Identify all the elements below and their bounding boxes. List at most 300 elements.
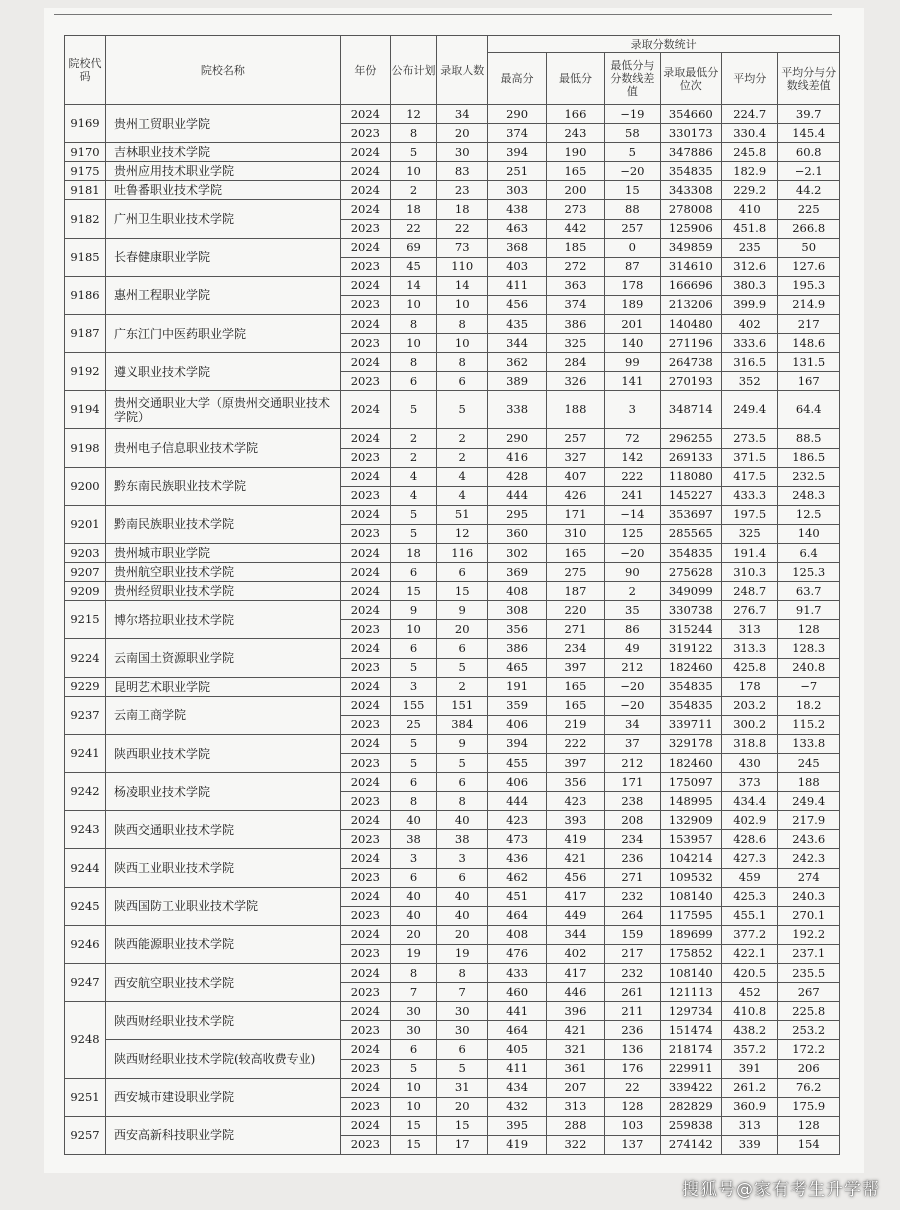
max-cell: 389	[488, 372, 546, 391]
header-min-rank: 录取最低分位次	[660, 53, 722, 105]
plan-cell: 2	[390, 429, 436, 448]
min-diff-cell: 34	[605, 715, 660, 734]
min-rank-cell: 153957	[660, 830, 722, 849]
year-cell: 2024	[340, 849, 390, 868]
plan-cell: 45	[390, 257, 436, 276]
admitted-cell: 110	[437, 257, 488, 276]
avg-cell: 360.9	[722, 1097, 778, 1116]
year-cell: 2024	[340, 563, 390, 582]
admitted-cell: 38	[437, 830, 488, 849]
school-name: 昆明艺术职业学院	[106, 677, 341, 696]
avg-cell: 333.6	[722, 334, 778, 353]
admitted-cell: 151	[437, 696, 488, 715]
min-cell: 407	[546, 467, 604, 486]
admitted-cell: 6	[437, 1040, 488, 1059]
min-diff-cell: 261	[605, 983, 660, 1002]
year-cell: 2023	[340, 1059, 390, 1078]
min-rank-cell: 151474	[660, 1021, 722, 1040]
year-cell: 2024	[340, 811, 390, 830]
admitted-cell: 17	[437, 1135, 488, 1154]
admitted-cell: 6	[437, 372, 488, 391]
min-diff-cell: 15	[605, 181, 660, 200]
min-cell: 165	[546, 162, 604, 181]
year-cell: 2023	[340, 486, 390, 505]
school-name: 贵州工贸职业学院	[106, 105, 341, 143]
plan-cell: 8	[390, 124, 436, 143]
min-diff-cell: 212	[605, 754, 660, 773]
plan-cell: 10	[390, 1097, 436, 1116]
avg-diff-cell: 128	[778, 620, 840, 639]
max-cell: 406	[488, 715, 546, 734]
min-diff-cell: 72	[605, 429, 660, 448]
min-rank-cell: 175097	[660, 773, 722, 792]
max-cell: 403	[488, 257, 546, 276]
max-cell: 302	[488, 543, 546, 562]
plan-cell: 6	[390, 639, 436, 658]
year-cell: 2024	[340, 200, 390, 219]
admitted-cell: 6	[437, 868, 488, 887]
admitted-cell: 20	[437, 124, 488, 143]
year-cell: 2024	[340, 467, 390, 486]
school-name: 广州卫生职业技术学院	[106, 200, 341, 238]
min-diff-cell: −20	[605, 543, 660, 562]
admitted-cell: 384	[437, 715, 488, 734]
avg-diff-cell: 253.2	[778, 1021, 840, 1040]
admitted-cell: 40	[437, 811, 488, 830]
admitted-cell: 22	[437, 219, 488, 238]
year-cell: 2023	[340, 524, 390, 543]
school-name: 贵州交通职业大学（原贵州交通职业技术学院）	[106, 391, 341, 429]
avg-diff-cell: 240.8	[778, 658, 840, 677]
avg-diff-cell: 131.5	[778, 353, 840, 372]
plan-cell: 5	[390, 505, 436, 524]
min-rank-cell: 347886	[660, 143, 722, 162]
avg-diff-cell: 64.4	[778, 391, 840, 429]
header-avg-diff: 平均分与分数线差值	[778, 53, 840, 105]
year-cell: 2024	[340, 143, 390, 162]
min-rank-cell: 108140	[660, 887, 722, 906]
min-diff-cell: 128	[605, 1097, 660, 1116]
avg-diff-cell: 128.3	[778, 639, 840, 658]
max-cell: 303	[488, 181, 546, 200]
avg-diff-cell: 172.2	[778, 1040, 840, 1059]
max-cell: 394	[488, 143, 546, 162]
min-cell: 273	[546, 200, 604, 219]
year-cell: 2023	[340, 715, 390, 734]
admitted-cell: 30	[437, 1002, 488, 1021]
admitted-cell: 5	[437, 754, 488, 773]
year-cell: 2023	[340, 334, 390, 353]
avg-cell: 312.6	[722, 257, 778, 276]
plan-cell: 9	[390, 601, 436, 620]
year-cell: 2024	[340, 238, 390, 257]
avg-diff-cell: 217	[778, 315, 840, 334]
plan-cell: 10	[390, 162, 436, 181]
plan-cell: 5	[390, 143, 436, 162]
min-diff-cell: 5	[605, 143, 660, 162]
plan-cell: 15	[390, 1116, 436, 1135]
table-row	[65, 429, 840, 448]
admitted-cell: 20	[437, 620, 488, 639]
min-rank-cell: 330173	[660, 124, 722, 143]
table-row	[65, 391, 840, 429]
min-cell: 374	[546, 295, 604, 314]
school-code: 9242	[65, 773, 106, 811]
header-stats-group: 录取分数统计	[488, 36, 840, 53]
min-rank-cell: 117595	[660, 906, 722, 925]
table-row	[65, 849, 840, 868]
min-diff-cell: 90	[605, 563, 660, 582]
min-diff-cell: −20	[605, 696, 660, 715]
admitted-cell: 6	[437, 773, 488, 792]
avg-diff-cell: 63.7	[778, 582, 840, 601]
min-rank-cell: 229911	[660, 1059, 722, 1078]
school-name: 陕西能源职业技术学院	[106, 925, 341, 963]
admitted-cell: 116	[437, 543, 488, 562]
min-cell: 397	[546, 754, 604, 773]
min-cell: 165	[546, 677, 604, 696]
admitted-cell: 10	[437, 334, 488, 353]
max-cell: 433	[488, 964, 546, 983]
header-admitted: 录取人数	[437, 36, 488, 105]
min-cell: 449	[546, 906, 604, 925]
table-row	[65, 353, 840, 372]
plan-cell: 10	[390, 620, 436, 639]
min-rank-cell: 118080	[660, 467, 722, 486]
min-diff-cell: 22	[605, 1078, 660, 1097]
avg-cell: 178	[722, 677, 778, 696]
plan-cell: 8	[390, 964, 436, 983]
school-code: 9229	[65, 677, 106, 696]
year-cell: 2024	[340, 505, 390, 524]
min-diff-cell: 159	[605, 925, 660, 944]
plan-cell: 6	[390, 372, 436, 391]
avg-cell: 310.3	[722, 563, 778, 582]
min-cell: 185	[546, 238, 604, 257]
avg-diff-cell: 50	[778, 238, 840, 257]
plan-cell: 40	[390, 906, 436, 925]
avg-diff-cell: 232.5	[778, 467, 840, 486]
min-cell: 284	[546, 353, 604, 372]
avg-cell: 197.5	[722, 505, 778, 524]
avg-diff-cell: 192.2	[778, 925, 840, 944]
min-cell: 257	[546, 429, 604, 448]
plan-cell: 4	[390, 486, 436, 505]
avg-cell: 371.5	[722, 448, 778, 467]
avg-diff-cell: 195.3	[778, 276, 840, 295]
plan-cell: 19	[390, 944, 436, 963]
avg-cell: 318.8	[722, 734, 778, 753]
year-cell: 2023	[340, 792, 390, 811]
table-row	[65, 1002, 840, 1021]
school-name: 西安航空职业技术学院	[106, 964, 341, 1002]
year-cell: 2024	[340, 1116, 390, 1135]
year-cell: 2024	[340, 276, 390, 295]
min-cell: 442	[546, 219, 604, 238]
avg-diff-cell: 133.8	[778, 734, 840, 753]
table-row	[65, 505, 840, 524]
avg-cell: 438.2	[722, 1021, 778, 1040]
avg-cell: 357.2	[722, 1040, 778, 1059]
plan-cell: 6	[390, 773, 436, 792]
school-name: 陕西职业技术学院	[106, 734, 341, 772]
min-cell: 423	[546, 792, 604, 811]
plan-cell: 8	[390, 792, 436, 811]
school-name: 陕西交通职业技术学院	[106, 811, 341, 849]
avg-cell: 235	[722, 238, 778, 257]
avg-cell: 420.5	[722, 964, 778, 983]
min-rank-cell: 354835	[660, 677, 722, 696]
min-diff-cell: 238	[605, 792, 660, 811]
avg-diff-cell: 18.2	[778, 696, 840, 715]
table-row	[65, 1040, 840, 1059]
school-name: 吐鲁番职业技术学院	[106, 181, 341, 200]
max-cell: 394	[488, 734, 546, 753]
min-cell: 446	[546, 983, 604, 1002]
table-row	[65, 162, 840, 181]
plan-cell: 8	[390, 353, 436, 372]
admitted-cell: 6	[437, 639, 488, 658]
plan-cell: 7	[390, 983, 436, 1002]
avg-cell: 422.1	[722, 944, 778, 963]
table-row	[65, 238, 840, 257]
school-name: 西安城市建设职业学院	[106, 1078, 341, 1116]
school-name: 陕西工业职业技术学院	[106, 849, 341, 887]
plan-cell: 10	[390, 334, 436, 353]
min-cell: 310	[546, 524, 604, 543]
plan-cell: 5	[390, 658, 436, 677]
min-cell: 421	[546, 849, 604, 868]
min-rank-cell: 129734	[660, 1002, 722, 1021]
school-code: 9194	[65, 391, 106, 429]
avg-diff-cell: −2.1	[778, 162, 840, 181]
avg-cell: 313	[722, 620, 778, 639]
table-row	[65, 677, 840, 696]
avg-diff-cell: 225	[778, 200, 840, 219]
avg-diff-cell: 270.1	[778, 906, 840, 925]
year-cell: 2023	[340, 1097, 390, 1116]
avg-cell: 427.3	[722, 849, 778, 868]
year-cell: 2024	[340, 925, 390, 944]
avg-cell: 245.8	[722, 143, 778, 162]
plan-cell: 3	[390, 677, 436, 696]
min-cell: 386	[546, 315, 604, 334]
avg-diff-cell: 115.2	[778, 715, 840, 734]
avg-cell: 455.1	[722, 906, 778, 925]
table-row	[65, 1078, 840, 1097]
avg-diff-cell: 217.9	[778, 811, 840, 830]
avg-cell: 300.2	[722, 715, 778, 734]
min-cell: 190	[546, 143, 604, 162]
min-cell: 363	[546, 276, 604, 295]
avg-cell: 276.7	[722, 601, 778, 620]
year-cell: 2023	[340, 295, 390, 314]
avg-diff-cell: 235.5	[778, 964, 840, 983]
school-code: 9169	[65, 105, 106, 143]
max-cell: 436	[488, 849, 546, 868]
school-code: 9257	[65, 1116, 106, 1154]
plan-cell: 30	[390, 1002, 436, 1021]
min-rank-cell: 296255	[660, 429, 722, 448]
min-cell: 275	[546, 563, 604, 582]
avg-cell: 313	[722, 1116, 778, 1135]
table-row	[65, 773, 840, 792]
min-rank-cell: 349859	[660, 238, 722, 257]
admitted-cell: 15	[437, 582, 488, 601]
avg-cell: 261.2	[722, 1078, 778, 1097]
min-cell: 322	[546, 1135, 604, 1154]
avg-diff-cell: 125.3	[778, 563, 840, 582]
avg-diff-cell: 245	[778, 754, 840, 773]
max-cell: 395	[488, 1116, 546, 1135]
table-row	[65, 696, 840, 715]
min-rank-cell: 278008	[660, 200, 722, 219]
min-rank-cell: 353697	[660, 505, 722, 524]
min-rank-cell: 108140	[660, 964, 722, 983]
year-cell: 2023	[340, 372, 390, 391]
min-rank-cell: 166696	[660, 276, 722, 295]
school-code: 9245	[65, 887, 106, 925]
year-cell: 2024	[340, 1078, 390, 1097]
min-diff-cell: 86	[605, 620, 660, 639]
admitted-cell: 5	[437, 658, 488, 677]
min-cell: 325	[546, 334, 604, 353]
table-row	[65, 734, 840, 753]
min-rank-cell: 121113	[660, 983, 722, 1002]
admitted-cell: 12	[437, 524, 488, 543]
avg-cell: 273.5	[722, 429, 778, 448]
min-rank-cell: 259838	[660, 1116, 722, 1135]
plan-cell: 69	[390, 238, 436, 257]
max-cell: 295	[488, 505, 546, 524]
min-diff-cell: 171	[605, 773, 660, 792]
avg-cell: 352	[722, 372, 778, 391]
min-diff-cell: 58	[605, 124, 660, 143]
admitted-cell: 4	[437, 467, 488, 486]
header-min-diff: 最低分与分数线差值	[605, 53, 660, 105]
admitted-cell: 8	[437, 353, 488, 372]
min-diff-cell: 87	[605, 257, 660, 276]
min-diff-cell: 212	[605, 658, 660, 677]
min-diff-cell: 141	[605, 372, 660, 391]
max-cell: 419	[488, 1135, 546, 1154]
avg-diff-cell: 248.3	[778, 486, 840, 505]
min-rank-cell: 182460	[660, 754, 722, 773]
admitted-cell: 2	[437, 448, 488, 467]
year-cell: 2023	[340, 830, 390, 849]
school-code: 9185	[65, 238, 106, 276]
admitted-cell: 5	[437, 1059, 488, 1078]
min-rank-cell: 339711	[660, 715, 722, 734]
max-cell: 464	[488, 1021, 546, 1040]
min-diff-cell: 217	[605, 944, 660, 963]
admitted-cell: 10	[437, 295, 488, 314]
min-diff-cell: 236	[605, 1021, 660, 1040]
max-cell: 473	[488, 830, 546, 849]
avg-cell: 434.4	[722, 792, 778, 811]
avg-diff-cell: 243.6	[778, 830, 840, 849]
avg-diff-cell: 266.8	[778, 219, 840, 238]
year-cell: 2024	[340, 1002, 390, 1021]
school-code: 9192	[65, 353, 106, 391]
max-cell: 344	[488, 334, 546, 353]
school-name: 陕西财经职业技术学院(较高收费专业)	[106, 1040, 341, 1078]
table-row	[65, 964, 840, 983]
school-name: 黔南民族职业技术学院	[106, 505, 341, 543]
header-min: 最低分	[546, 53, 604, 105]
table-row	[65, 639, 840, 658]
avg-cell: 325	[722, 524, 778, 543]
min-rank-cell: 339422	[660, 1078, 722, 1097]
min-rank-cell: 282829	[660, 1097, 722, 1116]
max-cell: 435	[488, 315, 546, 334]
admitted-cell: 40	[437, 887, 488, 906]
school-code: 9247	[65, 964, 106, 1002]
year-cell: 2024	[340, 696, 390, 715]
year-cell: 2023	[340, 124, 390, 143]
admitted-cell: 34	[437, 105, 488, 124]
year-cell: 2024	[340, 181, 390, 200]
min-rank-cell: 269133	[660, 448, 722, 467]
table-row	[65, 105, 840, 124]
admitted-cell: 8	[437, 792, 488, 811]
min-diff-cell: 99	[605, 353, 660, 372]
min-diff-cell: 125	[605, 524, 660, 543]
avg-cell: 316.5	[722, 353, 778, 372]
admitted-cell: 2	[437, 677, 488, 696]
school-code: 9201	[65, 505, 106, 543]
year-cell: 2023	[340, 620, 390, 639]
min-cell: 234	[546, 639, 604, 658]
min-rank-cell: 354660	[660, 105, 722, 124]
min-cell: 313	[546, 1097, 604, 1116]
min-rank-cell: 314610	[660, 257, 722, 276]
school-code: 9246	[65, 925, 106, 963]
avg-cell: 248.7	[722, 582, 778, 601]
min-diff-cell: 0	[605, 238, 660, 257]
avg-cell: 402.9	[722, 811, 778, 830]
year-cell: 2024	[340, 1040, 390, 1059]
school-code: 9209	[65, 582, 106, 601]
min-rank-cell: 175852	[660, 944, 722, 963]
max-cell: 434	[488, 1078, 546, 1097]
header-avg: 平均分	[722, 53, 778, 105]
plan-cell: 18	[390, 543, 436, 562]
admitted-cell: 9	[437, 601, 488, 620]
min-cell: 219	[546, 715, 604, 734]
min-rank-cell: 189699	[660, 925, 722, 944]
min-diff-cell: 103	[605, 1116, 660, 1135]
min-cell: 361	[546, 1059, 604, 1078]
school-code: 9198	[65, 429, 106, 467]
plan-cell: 40	[390, 811, 436, 830]
school-code: 9241	[65, 734, 106, 772]
school-name: 杨凌职业技术学院	[106, 773, 341, 811]
min-cell: 344	[546, 925, 604, 944]
max-cell: 438	[488, 200, 546, 219]
table-row	[65, 925, 840, 944]
admitted-cell: 14	[437, 276, 488, 295]
admitted-cell: 6	[437, 563, 488, 582]
admitted-cell: 20	[437, 1097, 488, 1116]
min-rank-cell: 354835	[660, 162, 722, 181]
min-diff-cell: 3	[605, 391, 660, 429]
table-row	[65, 887, 840, 906]
min-cell: 397	[546, 658, 604, 677]
max-cell: 432	[488, 1097, 546, 1116]
year-cell: 2023	[340, 448, 390, 467]
admitted-cell: 73	[437, 238, 488, 257]
